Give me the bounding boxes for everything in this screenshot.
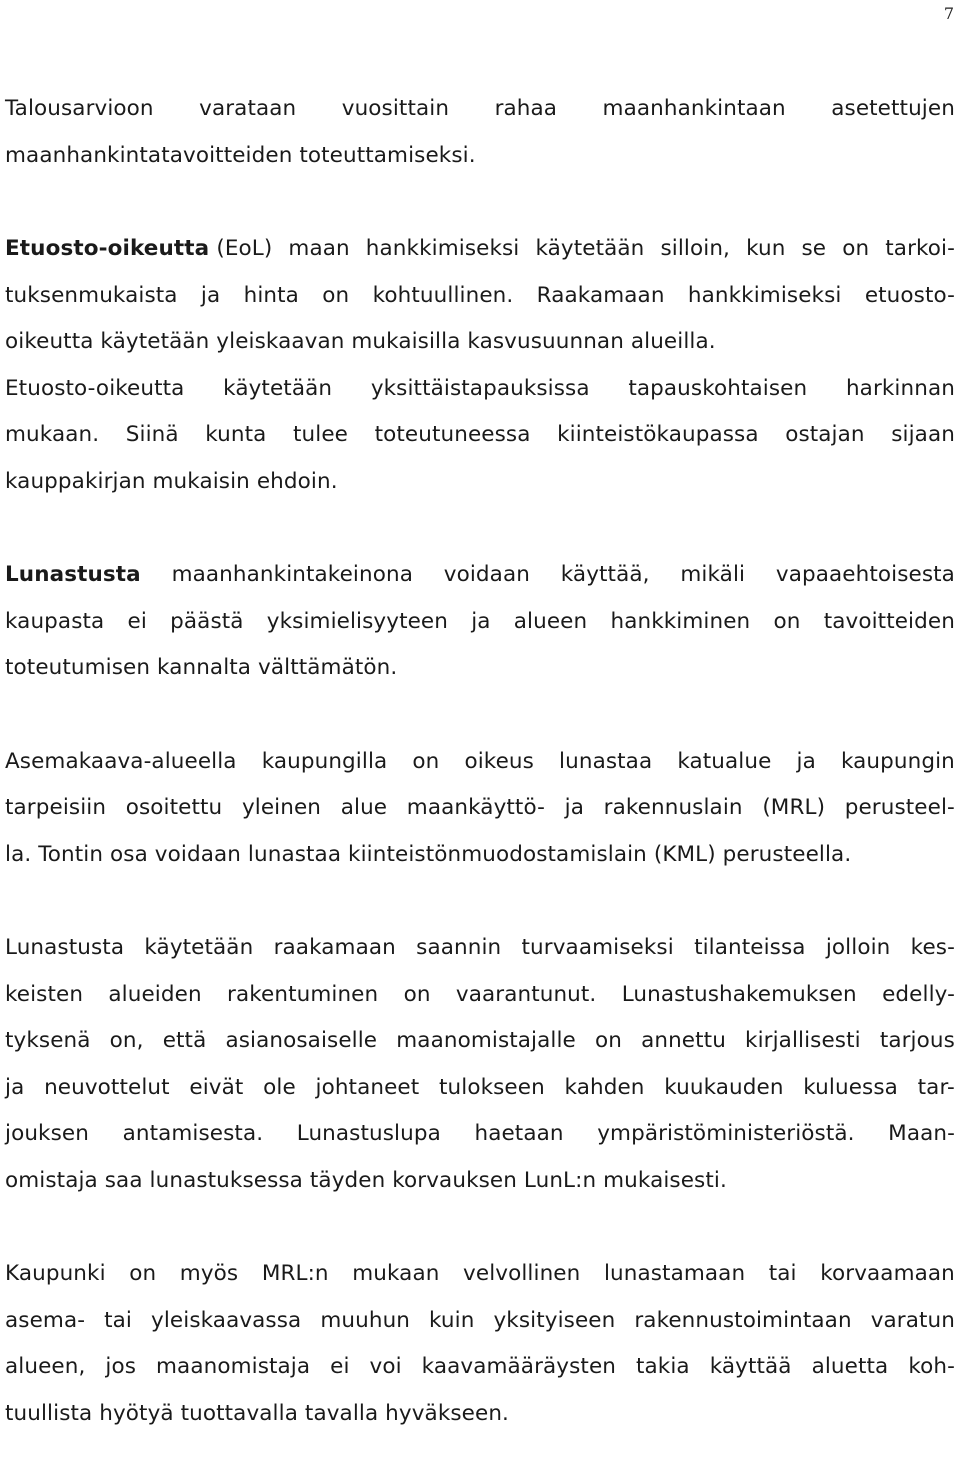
word: maanhankintakeinona	[171, 562, 413, 587]
text-line	[5, 319, 955, 366]
word: perusteel-	[844, 795, 955, 820]
word: rakentuminen	[227, 981, 379, 1007]
word: on	[322, 282, 350, 308]
text-line	[5, 832, 955, 879]
word: voi	[369, 1354, 402, 1379]
word: yleiskaavassa	[151, 1307, 302, 1333]
text-line	[5, 552, 955, 599]
word: toteutumisen kannalta välttämätön.	[5, 655, 398, 680]
word: osoitettu	[125, 795, 223, 820]
word: ei	[330, 1354, 350, 1379]
text-line	[5, 739, 955, 786]
word: mukaan.	[5, 422, 100, 447]
word: maankäyttö-	[406, 795, 545, 820]
word: annettu	[641, 1028, 726, 1053]
word: kohtuullinen.	[372, 282, 514, 308]
word: korvaamaan	[820, 1261, 955, 1286]
paragraph	[5, 739, 955, 879]
text-line	[5, 133, 955, 180]
word: käytetään	[223, 375, 333, 401]
word: hinta	[243, 282, 299, 308]
word: tuullista hyötyä tuottavalla tavalla hyväkseen.	[5, 1400, 509, 1426]
word: mikäli	[680, 562, 746, 587]
word: alueen	[513, 608, 588, 634]
word: kes-	[910, 935, 955, 960]
word: oikeutta käytetään yleiskaavan mukaisilla kasvusuunnan alueilla.	[5, 329, 716, 354]
word: kauppakirjan mukaisin ehdoin.	[5, 468, 338, 494]
word: tulokseen	[439, 1074, 545, 1100]
word: Lunastushakemuksen	[621, 981, 857, 1007]
word: alueen,	[5, 1354, 86, 1379]
word: oikeus	[464, 748, 534, 774]
text-line	[5, 785, 955, 832]
word: vuosittain	[341, 96, 450, 121]
word: käyttää,	[560, 562, 650, 587]
word: on	[403, 981, 431, 1007]
page-number: 7	[943, 4, 954, 23]
word: rakennuslain	[603, 795, 743, 820]
word: ja	[471, 608, 491, 634]
word: tai	[104, 1307, 132, 1333]
word: tar-	[917, 1074, 955, 1100]
word: velvollinen	[463, 1261, 581, 1286]
text-line	[5, 366, 955, 413]
word: ei	[127, 608, 147, 634]
word: asianosaiselle	[225, 1028, 378, 1053]
word: kuukauden	[664, 1074, 784, 1100]
word: (EoL) maan hankkimiseksi käytetään silloin, kun se on tarkoi-	[216, 236, 955, 261]
text-line	[5, 1018, 955, 1065]
word: toteutuneessa	[374, 422, 531, 447]
word: kiinteistökaupassa	[557, 422, 759, 447]
word: hankkiminen	[610, 608, 751, 634]
word: käytetään	[144, 935, 254, 960]
word: aluetta	[811, 1354, 889, 1379]
word: yksimielisyyteen	[266, 608, 448, 634]
word: tarpeisiin	[5, 795, 107, 820]
word: kaupasta	[5, 608, 105, 634]
word: voidaan	[443, 562, 530, 587]
word: jolloin	[825, 935, 891, 960]
word: johtaneet	[315, 1074, 420, 1100]
word: tulee	[293, 422, 348, 447]
word: rahaa	[494, 96, 558, 121]
word: tavoitteiden	[823, 608, 955, 634]
word: alueiden	[108, 981, 202, 1007]
word: lunastaa	[559, 748, 653, 774]
word: varatun	[870, 1307, 955, 1333]
word: vaarantunut.	[455, 981, 597, 1007]
word: päästä	[170, 608, 244, 634]
bold-term: Etuosto-oikeutta	[5, 236, 210, 261]
word: sijaan	[891, 422, 955, 447]
text-line	[5, 1344, 955, 1391]
word: koh-	[908, 1354, 955, 1379]
word: asetettujen	[831, 96, 955, 121]
word: tyksenä	[5, 1028, 91, 1053]
word: kaupungilla	[261, 748, 388, 774]
paragraph	[5, 1251, 955, 1437]
text-line	[5, 1111, 955, 1158]
word: yksittäistapauksissa	[370, 375, 590, 401]
word: ja	[796, 748, 816, 774]
word: yksityiseen	[493, 1307, 616, 1333]
word: takia	[636, 1354, 690, 1379]
word: jos	[105, 1354, 137, 1379]
word: Lunastuslupa	[296, 1121, 441, 1146]
text-line	[5, 459, 955, 506]
word: asema-	[5, 1307, 86, 1333]
word: on	[129, 1261, 157, 1286]
word: muuhun	[320, 1307, 411, 1333]
paragraph	[5, 86, 955, 179]
word: kuin	[429, 1307, 475, 1333]
word: edelly-	[882, 981, 955, 1007]
word: kahden	[564, 1074, 645, 1100]
word: turvaamiseksi	[521, 935, 674, 960]
word: Asemakaava-alueella	[5, 748, 237, 774]
word: yleinen	[241, 795, 322, 820]
word: ja	[564, 795, 584, 820]
word: raakamaan	[273, 935, 396, 960]
word: mukaan	[352, 1261, 440, 1286]
word: on	[773, 608, 801, 634]
word: Siinä	[125, 422, 179, 447]
word: hankkimiseksi	[687, 282, 842, 308]
word: ostajan	[785, 422, 865, 447]
word: maanomistaja	[156, 1354, 311, 1379]
word: Lunastusta	[5, 935, 125, 960]
text-line	[5, 1251, 955, 1298]
word: tuksenmukaista	[5, 282, 178, 308]
word: maanhankintatavoitteiden toteuttamiseksi.	[5, 142, 476, 168]
text-line	[5, 972, 955, 1019]
word: tapauskohtaisen	[628, 375, 808, 401]
text-line	[5, 1391, 955, 1438]
text-line	[5, 1298, 955, 1345]
word: kirjallisesti	[745, 1028, 861, 1053]
text-line	[5, 412, 955, 459]
word: on,	[109, 1028, 144, 1053]
word: MRL:n	[261, 1261, 329, 1286]
word: rakennustoimintaan	[634, 1307, 852, 1333]
word: Maan-	[888, 1121, 955, 1146]
paragraph	[5, 552, 955, 692]
word: tai	[768, 1261, 797, 1286]
word: Talousarvioon	[5, 96, 154, 121]
word: maanomistajalle	[396, 1028, 576, 1053]
word: keisten	[5, 981, 84, 1007]
word: on	[594, 1028, 622, 1053]
word: varataan	[199, 96, 297, 121]
word: saannin	[416, 935, 502, 960]
text-line	[5, 925, 955, 972]
word: omistaja saa lunastuksessa täyden korvauksen LunL:n mukaisesti.	[5, 1167, 727, 1193]
paragraph	[5, 226, 955, 505]
text-line	[5, 226, 955, 273]
word: ja	[200, 282, 221, 308]
word: kuluessa	[803, 1074, 898, 1100]
word: ja	[5, 1074, 25, 1100]
document-body	[5, 86, 955, 1484]
word: Etuosto-oikeutta	[5, 375, 185, 401]
word: etuosto-	[864, 282, 955, 308]
word: (MRL)	[762, 795, 826, 820]
word: jouksen	[5, 1121, 89, 1146]
text-line	[5, 273, 955, 320]
text-line	[5, 1158, 955, 1205]
word: alue	[340, 795, 388, 820]
word: käyttää	[709, 1354, 792, 1379]
word: antamisesta.	[122, 1121, 264, 1146]
text-line	[5, 1065, 955, 1112]
word: katualue	[677, 748, 772, 774]
word: Kaupunki	[5, 1261, 106, 1286]
word: tarjous	[879, 1028, 955, 1053]
word: kaavamääräysten	[421, 1354, 617, 1379]
word: haetaan	[474, 1121, 564, 1146]
paragraph	[5, 925, 955, 1204]
word: eivät	[189, 1074, 244, 1100]
word: kaupungin	[840, 748, 955, 774]
word: maanhankintaan	[602, 96, 786, 121]
word: myös	[179, 1261, 239, 1286]
word: lunastamaan	[603, 1261, 746, 1286]
word: kunta	[205, 422, 267, 447]
word: että	[162, 1028, 207, 1053]
word: harkinnan	[845, 375, 955, 401]
word: vapaaehtoisesta	[775, 562, 955, 587]
word: neuvottelut	[44, 1074, 170, 1100]
text-line	[5, 86, 955, 133]
word: on	[412, 748, 440, 774]
text-line	[5, 599, 955, 646]
word: ympäristöministeriöstä.	[597, 1121, 855, 1146]
text-line	[5, 645, 955, 692]
word: ole	[263, 1074, 296, 1100]
word: Raakamaan	[536, 282, 665, 308]
word: la. Tontin osa voidaan lunastaa kiinteistönmuodostamislain (KML) perusteella.	[5, 841, 852, 867]
word: tilanteissa	[694, 935, 806, 960]
bold-term: Lunastusta	[5, 562, 141, 587]
